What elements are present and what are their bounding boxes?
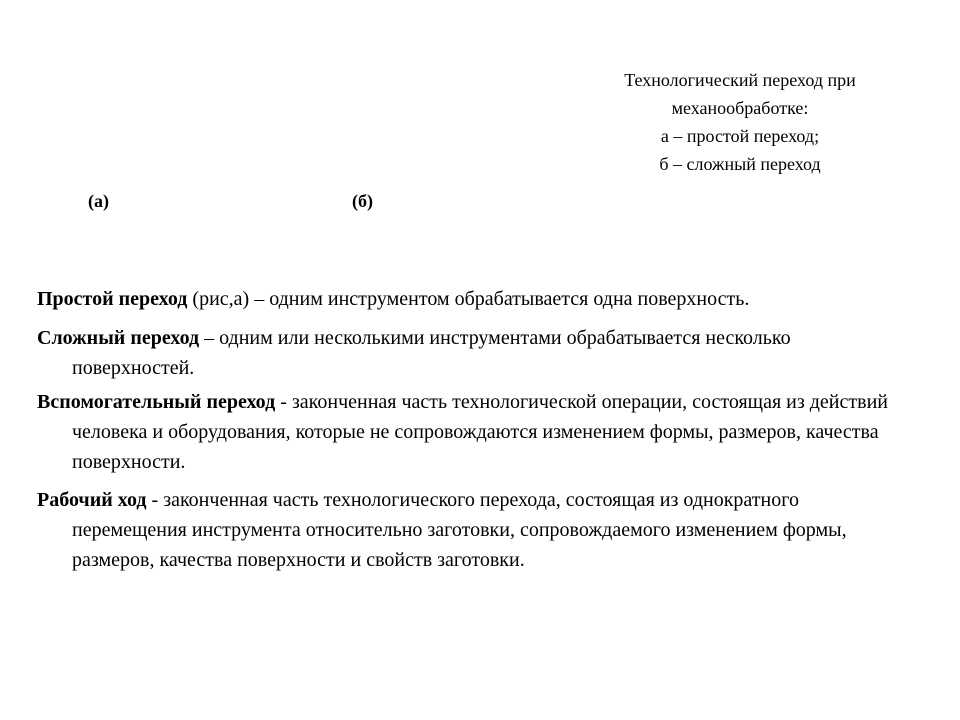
figure-label-b: (б) <box>352 191 373 211</box>
definition-simple-transition <box>37 284 897 314</box>
definition-working-pass <box>37 485 897 575</box>
definition-complex-transition <box>37 323 897 383</box>
definition-term: Рабочий ход <box>37 489 147 511</box>
caption-line: механообработке: <box>671 98 809 118</box>
definition-text: - законченная часть технологического перехода, состоящая из однократного перемещения инструмента относительно заготовки, сопровождаемого изменением формы, размеров, качества поверхности и свойств заготовки. <box>72 489 847 571</box>
caption-line: б – сложный переход <box>659 154 821 174</box>
definition-term: Сложный переход <box>37 327 200 349</box>
figure-caption <box>560 66 920 178</box>
definition-text: - законченная часть технологической операции, состоящая из действий человека и оборудования, которые не сопровождаются изменением формы, размеров, качества поверхности. <box>72 391 888 473</box>
definition-auxiliary-transition <box>37 387 897 477</box>
definition-term: Простой переход <box>37 288 188 310</box>
definition-text: (рис,а) – одним инструментом обрабатывается одна поверхность. <box>187 288 750 310</box>
caption-line: Технологический переход при <box>624 70 856 90</box>
caption-line: а – простой переход; <box>660 126 820 146</box>
figure-label-a: (а) <box>88 191 109 211</box>
definition-term: Вспомогательный переход <box>37 391 276 413</box>
definitions-list <box>37 284 897 575</box>
definition-text: – одним или несколькими инструментами обрабатывается несколько поверхностей. <box>72 327 791 379</box>
